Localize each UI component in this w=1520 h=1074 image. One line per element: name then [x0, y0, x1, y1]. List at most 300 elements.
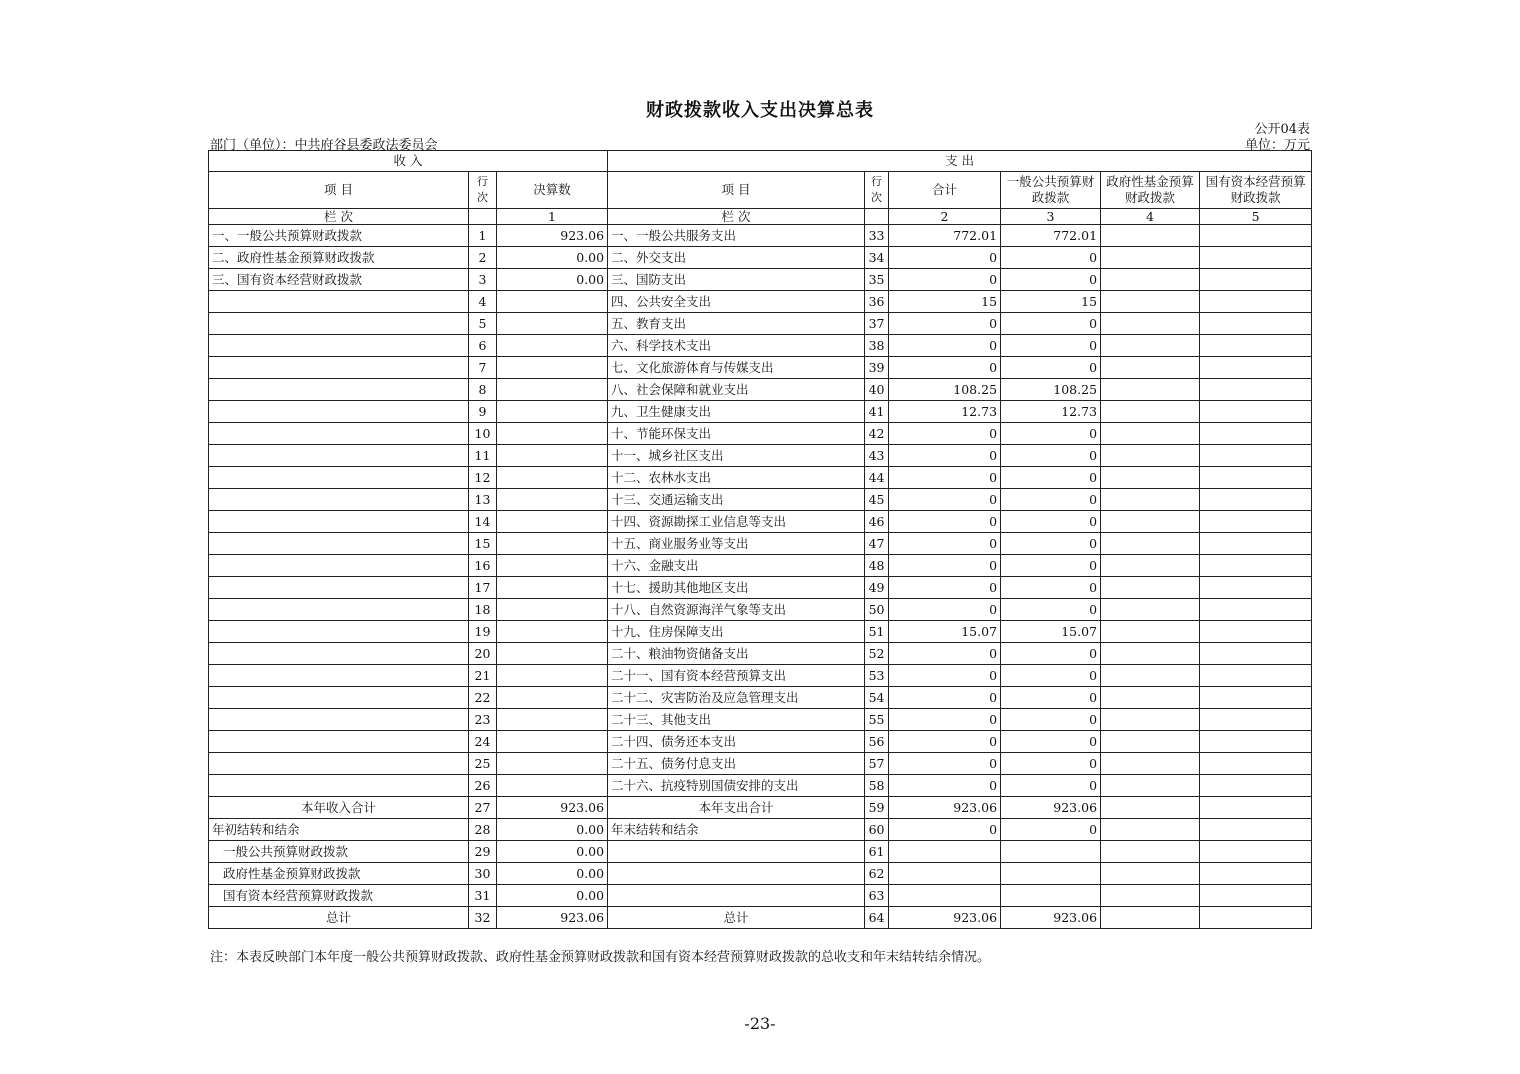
gov-fund-cell — [1101, 775, 1200, 797]
table-row — [209, 269, 1312, 291]
income-row-no-cell: 11 — [469, 445, 497, 467]
income-amount-cell — [497, 621, 608, 643]
expense-row-no-cell: 64 — [865, 907, 889, 929]
income-row-no-header: 行次 — [469, 172, 497, 209]
income-item-cell — [209, 401, 469, 423]
income-row-no-cell: 3 — [469, 269, 497, 291]
expense-item-cell: 年末结转和结余 — [608, 819, 865, 841]
income-amount-cell — [497, 357, 608, 379]
expense-row-no-cell: 57 — [865, 753, 889, 775]
income-item-cell — [209, 775, 469, 797]
gov-fund-cell — [1101, 291, 1200, 313]
expense-row-no-cell: 50 — [865, 599, 889, 621]
expense-item-cell: 四、公共安全支出 — [608, 291, 865, 313]
expense-total-cell: 0 — [889, 511, 1001, 533]
state-capital-cell — [1200, 665, 1312, 687]
income-amount-cell — [497, 445, 608, 467]
expense-row-no-cell: 43 — [865, 445, 889, 467]
income-row-no-cell: 10 — [469, 423, 497, 445]
income-row-no-cell: 19 — [469, 621, 497, 643]
expense-column-index-label: 栏 次 — [608, 209, 865, 225]
state-capital-cell — [1200, 577, 1312, 599]
income-item-header: 项 目 — [209, 172, 469, 209]
expense-row-no-cell: 56 — [865, 731, 889, 753]
expense-total-cell: 0 — [889, 247, 1001, 269]
income-row-no-cell: 21 — [469, 665, 497, 687]
gov-fund-cell — [1101, 665, 1200, 687]
expense-row-no-cell: 48 — [865, 555, 889, 577]
income-row-no-cell: 31 — [469, 885, 497, 907]
income-amount-cell — [497, 423, 608, 445]
footnote: 注：本表反映部门本年度一般公共预算财政拨款、政府性基金预算财政拨款和国有资本经营预算财政拨款的总收支和年末结转结余情况。 — [210, 950, 991, 965]
general-budget-header: 一般公共预算财政拨款 — [1001, 172, 1101, 209]
income-row-no-cell: 12 — [469, 467, 497, 489]
income-row-no-cell: 27 — [469, 797, 497, 819]
state-capital-cell — [1200, 247, 1312, 269]
income-item-cell — [209, 555, 469, 577]
state-capital-cell — [1200, 907, 1312, 929]
expense-row-no-cell: 53 — [865, 665, 889, 687]
expense-row-no-cell: 49 — [865, 577, 889, 599]
state-capital-cell — [1200, 819, 1312, 841]
expense-row-no-cell: 59 — [865, 797, 889, 819]
gov-fund-cell — [1101, 863, 1200, 885]
state-capital-cell — [1200, 291, 1312, 313]
expense-total-cell: 0 — [889, 533, 1001, 555]
expense-item-cell: 二十三、其他支出 — [608, 709, 865, 731]
table-row — [209, 379, 1312, 401]
general-budget-cell — [1001, 841, 1101, 863]
expense-item-cell: 二十六、抗疫特别国债安排的支出 — [608, 775, 865, 797]
expense-total-cell: 0 — [889, 599, 1001, 621]
budget-summary-table — [208, 150, 1312, 929]
income-amount-cell — [497, 775, 608, 797]
table-row — [209, 709, 1312, 731]
general-budget-cell: 108.25 — [1001, 379, 1101, 401]
state-capital-cell — [1200, 467, 1312, 489]
expense-item-cell: 十一、城乡社区支出 — [608, 445, 865, 467]
income-row-no-cell: 25 — [469, 753, 497, 775]
income-item-cell — [209, 533, 469, 555]
table-row — [209, 291, 1312, 313]
state-capital-cell — [1200, 885, 1312, 907]
state-capital-cell — [1200, 731, 1312, 753]
general-budget-cell: 0 — [1001, 247, 1101, 269]
expense-item-cell: 十五、商业服务业等支出 — [608, 533, 865, 555]
expense-total-cell: 0 — [889, 687, 1001, 709]
table-row — [209, 841, 1312, 863]
gov-fund-cell — [1101, 225, 1200, 247]
general-budget-cell: 0 — [1001, 555, 1101, 577]
general-budget-cell — [1001, 885, 1101, 907]
income-item-cell — [209, 357, 469, 379]
state-capital-cell — [1200, 313, 1312, 335]
expense-total-cell: 0 — [889, 467, 1001, 489]
table-row — [209, 643, 1312, 665]
table-row — [209, 687, 1312, 709]
income-item-cell — [209, 489, 469, 511]
income-amount-cell — [497, 665, 608, 687]
income-row-no-cell: 29 — [469, 841, 497, 863]
state-capital-cell — [1200, 511, 1312, 533]
expense-item-cell: 五、教育支出 — [608, 313, 865, 335]
table-row — [209, 577, 1312, 599]
state-capital-cell — [1200, 225, 1312, 247]
income-item-cell — [209, 621, 469, 643]
income-row-no-cell: 32 — [469, 907, 497, 929]
expense-item-cell: 十四、资源勘探工业信息等支出 — [608, 511, 865, 533]
table-row — [209, 401, 1312, 423]
income-item-cell: 一、一般公共预算财政拨款 — [209, 225, 469, 247]
table-row — [209, 423, 1312, 445]
expense-total-cell: 0 — [889, 423, 1001, 445]
gov-fund-cell — [1101, 819, 1200, 841]
gov-fund-cell — [1101, 555, 1200, 577]
expense-total-cell — [889, 841, 1001, 863]
income-row-no-cell: 9 — [469, 401, 497, 423]
income-amount-cell: 0.00 — [497, 247, 608, 269]
gov-fund-cell — [1101, 709, 1200, 731]
income-amount-cell: 0.00 — [497, 269, 608, 291]
income-amount-cell — [497, 533, 608, 555]
gov-fund-cell — [1101, 621, 1200, 643]
expense-total-cell: 0 — [889, 335, 1001, 357]
expense-row-no-cell: 61 — [865, 841, 889, 863]
general-budget-cell: 0 — [1001, 709, 1101, 731]
expense-item-cell: 十八、自然资源海洋气象等支出 — [608, 599, 865, 621]
state-capital-cell — [1200, 797, 1312, 819]
general-budget-cell: 772.01 — [1001, 225, 1101, 247]
column-header-row — [209, 172, 1312, 209]
general-budget-cell: 923.06 — [1001, 797, 1101, 819]
expense-total-cell: 0 — [889, 709, 1001, 731]
table-row — [209, 467, 1312, 489]
income-item-cell: 本年收入合计 — [209, 797, 469, 819]
table-row — [209, 863, 1312, 885]
income-item-cell: 政府性基金预算财政拨款 — [209, 863, 469, 885]
general-budget-cell: 0 — [1001, 775, 1101, 797]
income-amount-cell — [497, 401, 608, 423]
expense-total-cell: 923.06 — [889, 797, 1001, 819]
gov-fund-cell — [1101, 357, 1200, 379]
income-amount-cell — [497, 379, 608, 401]
expense-total-cell: 0 — [889, 269, 1001, 291]
income-item-cell — [209, 753, 469, 775]
table-row — [209, 665, 1312, 687]
expense-row-no-cell: 37 — [865, 313, 889, 335]
expense-row-no-cell: 44 — [865, 467, 889, 489]
table-row — [209, 533, 1312, 555]
income-item-cell: 三、国有资本经营财政拨款 — [209, 269, 469, 291]
income-amount-cell: 0.00 — [497, 885, 608, 907]
income-amount-cell: 0.00 — [497, 863, 608, 885]
income-amount-cell: 0.00 — [497, 841, 608, 863]
income-row-no-cell: 24 — [469, 731, 497, 753]
expense-row-no-cell: 33 — [865, 225, 889, 247]
expense-total-cell: 0 — [889, 775, 1001, 797]
form-code: 公开04表 — [1254, 122, 1310, 137]
expense-item-cell — [608, 885, 865, 907]
income-amount-cell — [497, 687, 608, 709]
expense-row-no-cell: 36 — [865, 291, 889, 313]
income-item-cell — [209, 423, 469, 445]
general-budget-cell: 0 — [1001, 511, 1101, 533]
expense-item-cell: 八、社会保障和就业支出 — [608, 379, 865, 401]
expense-item-cell: 二十五、债务付息支出 — [608, 753, 865, 775]
gov-fund-cell — [1101, 753, 1200, 775]
expense-total-cell: 15 — [889, 291, 1001, 313]
expense-total-cell: 0 — [889, 313, 1001, 335]
expense-row-no-cell: 51 — [865, 621, 889, 643]
expense-item-cell: 六、科学技术支出 — [608, 335, 865, 357]
table-row — [209, 445, 1312, 467]
expense-total-cell: 15.07 — [889, 621, 1001, 643]
income-amount-cell: 923.06 — [497, 225, 608, 247]
expense-item-cell: 十三、交通运输支出 — [608, 489, 865, 511]
income-item-cell: 总计 — [209, 907, 469, 929]
final-amount-header: 决算数 — [497, 172, 608, 209]
state-capital-cell — [1200, 445, 1312, 467]
gov-fund-cell — [1101, 423, 1200, 445]
expense-total-cell: 108.25 — [889, 379, 1001, 401]
state-capital-cell — [1200, 269, 1312, 291]
state-capital-cell — [1200, 533, 1312, 555]
gov-fund-cell — [1101, 643, 1200, 665]
income-amount-cell — [497, 555, 608, 577]
expense-item-cell: 十、节能环保支出 — [608, 423, 865, 445]
expense-row-no-cell: 46 — [865, 511, 889, 533]
column-index-4: 4 — [1101, 209, 1200, 225]
expense-row-no-cell: 38 — [865, 335, 889, 357]
expense-total-cell: 12.73 — [889, 401, 1001, 423]
state-capital-cell — [1200, 599, 1312, 621]
income-item-cell — [209, 379, 469, 401]
column-index-row — [209, 209, 1312, 225]
expense-total-cell: 0 — [889, 665, 1001, 687]
table-row — [209, 335, 1312, 357]
table-row — [209, 731, 1312, 753]
expense-row-no-cell: 34 — [865, 247, 889, 269]
general-budget-cell: 0 — [1001, 731, 1101, 753]
gov-fund-cell — [1101, 907, 1200, 929]
table-row — [209, 775, 1312, 797]
general-budget-cell: 0 — [1001, 599, 1101, 621]
gov-fund-cell — [1101, 885, 1200, 907]
general-budget-cell: 15.07 — [1001, 621, 1101, 643]
income-row-no-cell: 8 — [469, 379, 497, 401]
table-row — [209, 357, 1312, 379]
table-row — [209, 313, 1312, 335]
unit-label: 单位：万元 — [1244, 138, 1310, 153]
expense-total-cell: 0 — [889, 577, 1001, 599]
state-capital-cell — [1200, 489, 1312, 511]
table-row — [209, 247, 1312, 269]
gov-fund-cell — [1101, 379, 1200, 401]
column-index-3: 3 — [1001, 209, 1101, 225]
gov-fund-cell — [1101, 269, 1200, 291]
expense-row-no-cell: 60 — [865, 819, 889, 841]
table-row — [209, 753, 1312, 775]
state-capital-cell — [1200, 863, 1312, 885]
income-item-cell — [209, 599, 469, 621]
general-budget-cell — [1001, 863, 1101, 885]
table-row — [209, 555, 1312, 577]
general-budget-cell: 0 — [1001, 533, 1101, 555]
state-capital-cell — [1200, 775, 1312, 797]
expense-total-cell: 0 — [889, 819, 1001, 841]
income-amount-cell — [497, 599, 608, 621]
expense-total-cell — [889, 885, 1001, 907]
general-budget-cell: 0 — [1001, 335, 1101, 357]
income-item-cell — [209, 511, 469, 533]
expense-item-cell: 二十、粮油物资储备支出 — [608, 643, 865, 665]
income-row-no-cell: 15 — [469, 533, 497, 555]
income-column-index-label: 栏 次 — [209, 209, 469, 225]
income-item-cell — [209, 665, 469, 687]
income-row-no-cell: 14 — [469, 511, 497, 533]
income-amount-cell — [497, 313, 608, 335]
state-capital-cell — [1200, 555, 1312, 577]
expense-item-cell: 十七、援助其他地区支出 — [608, 577, 865, 599]
income-amount-cell: 0.00 — [497, 819, 608, 841]
gov-fund-cell — [1101, 577, 1200, 599]
table-row — [209, 225, 1312, 247]
total-header: 合计 — [889, 172, 1001, 209]
expense-item-cell: 二十四、债务还本支出 — [608, 731, 865, 753]
income-item-cell — [209, 643, 469, 665]
expense-total-cell — [889, 863, 1001, 885]
expense-total-cell: 0 — [889, 445, 1001, 467]
income-amount-cell: 923.06 — [497, 797, 608, 819]
table-row — [209, 819, 1312, 841]
general-budget-cell: 0 — [1001, 665, 1101, 687]
table-row — [209, 797, 1312, 819]
column-index-2: 2 — [889, 209, 1001, 225]
general-budget-cell: 0 — [1001, 423, 1101, 445]
expense-total-cell: 0 — [889, 753, 1001, 775]
gov-fund-cell — [1101, 247, 1200, 269]
general-budget-cell: 0 — [1001, 643, 1101, 665]
income-item-cell — [209, 291, 469, 313]
state-capital-cell — [1200, 423, 1312, 445]
expense-total-cell: 0 — [889, 357, 1001, 379]
state-capital-cell — [1200, 335, 1312, 357]
income-row-no-cell: 18 — [469, 599, 497, 621]
gov-fund-cell — [1101, 797, 1200, 819]
income-item-cell: 年初结转和结余 — [209, 819, 469, 841]
expense-row-no-header: 行次 — [865, 172, 889, 209]
expense-item-cell: 十六、金融支出 — [608, 555, 865, 577]
income-row-no-cell: 16 — [469, 555, 497, 577]
state-capital-cell — [1200, 357, 1312, 379]
expense-item-cell: 本年支出合计 — [608, 797, 865, 819]
expense-item-cell: 七、文化旅游体育与传媒支出 — [608, 357, 865, 379]
expense-total-cell: 772.01 — [889, 225, 1001, 247]
table-row — [209, 621, 1312, 643]
income-item-cell — [209, 335, 469, 357]
income-item-cell — [209, 709, 469, 731]
expense-row-no-cell: 41 — [865, 401, 889, 423]
general-budget-cell: 0 — [1001, 445, 1101, 467]
state-capital-cell — [1200, 643, 1312, 665]
income-item-cell: 国有资本经营预算财政拨款 — [209, 885, 469, 907]
general-budget-cell: 0 — [1001, 819, 1101, 841]
expense-row-no-cell: 63 — [865, 885, 889, 907]
expense-total-cell: 0 — [889, 555, 1001, 577]
gov-fund-cell — [1101, 445, 1200, 467]
income-section-header: 收 入 — [209, 151, 608, 172]
income-row-no-cell: 28 — [469, 819, 497, 841]
income-row-no-cell: 6 — [469, 335, 497, 357]
table-body — [209, 225, 1312, 929]
expense-item-cell — [608, 863, 865, 885]
income-row-no-cell: 22 — [469, 687, 497, 709]
expense-item-cell: 二十一、国有资本经营预算支出 — [608, 665, 865, 687]
gov-fund-cell — [1101, 599, 1200, 621]
expense-row-no-cell: 62 — [865, 863, 889, 885]
expense-item-cell: 二十二、灾害防治及应急管理支出 — [608, 687, 865, 709]
gov-fund-cell — [1101, 511, 1200, 533]
table-row — [209, 907, 1312, 929]
general-budget-cell: 0 — [1001, 687, 1101, 709]
income-row-no-cell: 1 — [469, 225, 497, 247]
general-budget-cell: 0 — [1001, 269, 1101, 291]
general-budget-cell: 0 — [1001, 467, 1101, 489]
table-row — [209, 885, 1312, 907]
expense-item-cell: 一、一般公共服务支出 — [608, 225, 865, 247]
income-amount-cell — [497, 643, 608, 665]
gov-fund-cell — [1101, 687, 1200, 709]
page-title: 财政拨款收入支出决算总表 — [646, 100, 874, 121]
income-amount-cell — [497, 577, 608, 599]
income-row-no-cell: 17 — [469, 577, 497, 599]
general-budget-cell: 12.73 — [1001, 401, 1101, 423]
gov-fund-cell — [1101, 401, 1200, 423]
state-capital-cell — [1200, 379, 1312, 401]
expense-total-cell: 923.06 — [889, 907, 1001, 929]
income-amount-cell — [497, 511, 608, 533]
expense-row-no-cell: 35 — [865, 269, 889, 291]
expense-row-no-cell: 42 — [865, 423, 889, 445]
state-capital-cell — [1200, 709, 1312, 731]
expense-row-no-cell: 52 — [865, 643, 889, 665]
state-capital-cell — [1200, 687, 1312, 709]
expense-item-cell: 三、国防支出 — [608, 269, 865, 291]
expense-row-no-cell: 54 — [865, 687, 889, 709]
income-amount-cell — [497, 335, 608, 357]
general-budget-cell: 923.06 — [1001, 907, 1101, 929]
expense-section-header: 支 出 — [608, 151, 1312, 172]
income-amount-cell — [497, 709, 608, 731]
gov-fund-cell — [1101, 467, 1200, 489]
gov-fund-cell — [1101, 313, 1200, 335]
income-item-cell: 一般公共预算财政拨款 — [209, 841, 469, 863]
expense-item-cell — [608, 841, 865, 863]
page-number: -23- — [744, 1014, 776, 1033]
income-row-no-cell: 4 — [469, 291, 497, 313]
income-row-no-cell: 30 — [469, 863, 497, 885]
expense-item-cell: 十九、住房保障支出 — [608, 621, 865, 643]
income-item-cell: 二、政府性基金预算财政拨款 — [209, 247, 469, 269]
income-item-cell — [209, 467, 469, 489]
income-item-cell — [209, 445, 469, 467]
state-capital-cell — [1200, 621, 1312, 643]
gov-fund-cell — [1101, 335, 1200, 357]
expense-item-cell: 九、卫生健康支出 — [608, 401, 865, 423]
general-budget-cell: 0 — [1001, 753, 1101, 775]
table-row — [209, 489, 1312, 511]
income-row-no-cell: 5 — [469, 313, 497, 335]
